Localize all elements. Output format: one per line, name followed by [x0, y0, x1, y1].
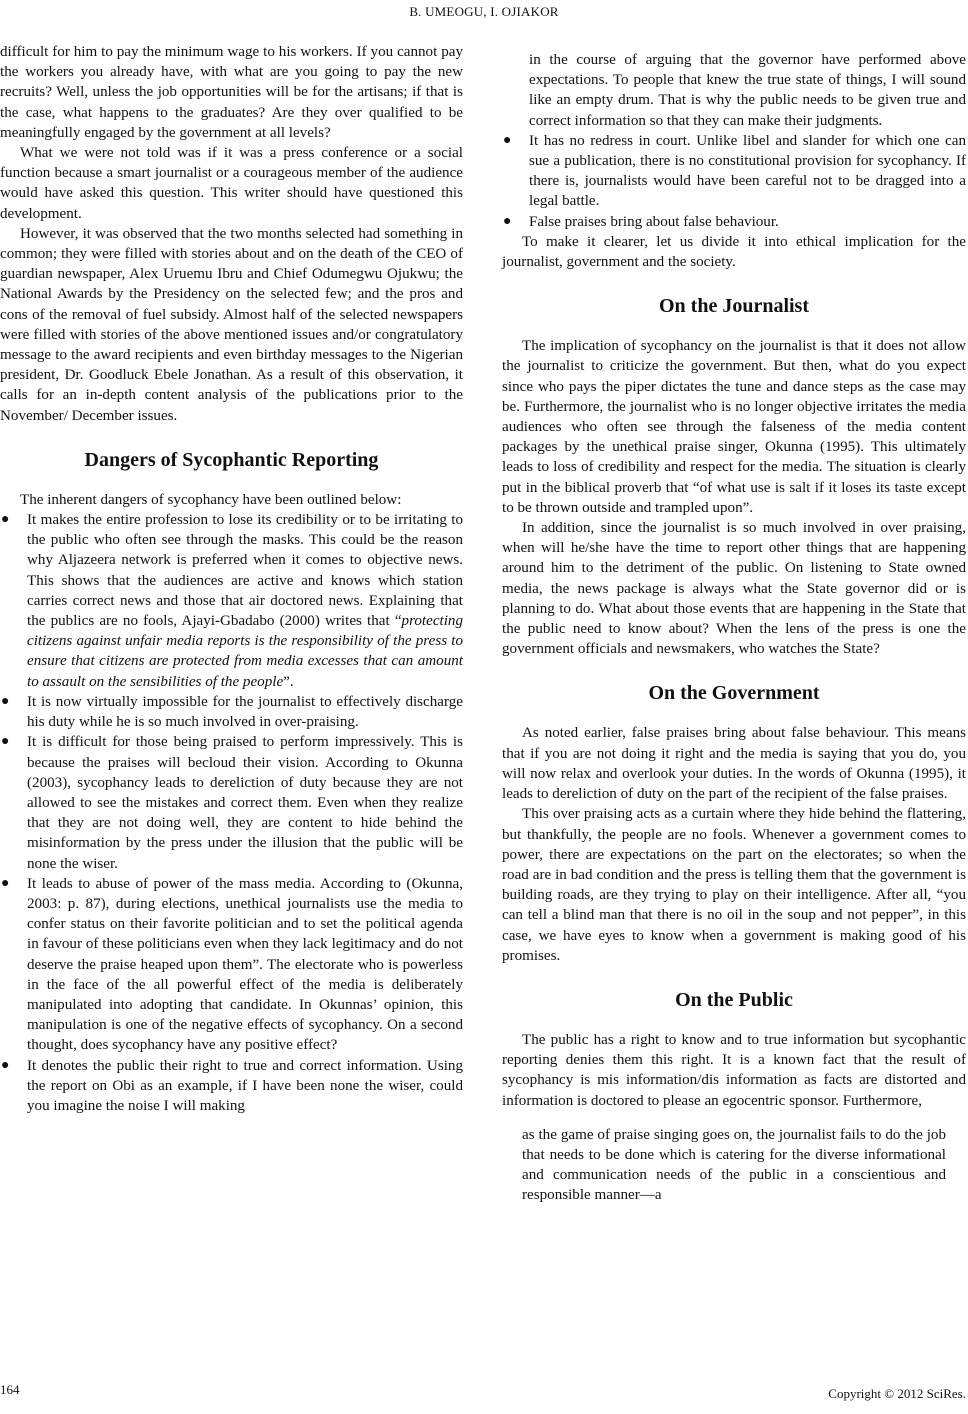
list-item — [0, 732, 463, 873]
list-item — [502, 131, 966, 212]
list-item-text: in the course of arguing that the governor have performed above expectations. To people that knew the true state of things, I will sound like an empty drum. That is why the public needs to be given true and correct information so that they can make their judgments. — [529, 52, 966, 129]
paragraph: In addition, since the journalist is so much involved in over praising, when will he/she have the time to report other things that are happening around him to the detriment of the public. On listening to State owned media, the news package is always what the State governor did or is planning to do. What about those events that are happening in the State that the public need to know about? When the lens of the press is one the government officials and newsmakers, who watches the State? — [502, 520, 966, 658]
bullet-icon: ● — [503, 132, 512, 148]
list-item — [502, 50, 966, 131]
section-heading-government: On the Government — [648, 682, 820, 705]
paragraph: The inherent dangers of sycophancy have been outlined below: — [20, 491, 402, 508]
list-item-text: It denotes the public their right to true and correct information. Using the report on Obi as an example, if I have been none the wiser, could you imagine the noise I will making — [27, 1057, 463, 1114]
bullet-icon: ● — [1, 875, 10, 891]
page-number: 164 — [0, 1382, 20, 1397]
paragraph: What we were not told was if it was a press conference or a social function because a smart journalist or a courageous member of the audience would have asked this question. This writer should have questioned this development. — [0, 145, 463, 222]
list-item-text: It leads to abuse of power of the mass media. According to (Okunna, 2003: p. 87), during elections, unethical journalists use the media to confer status on their favorite politician and to set the political agenda in favour of these politicians even when they lack legitimacy and do not deserve the praise heaped upon them”. The electorate who is powerless in the face of the all powerful effect of the media is deliberately manipulated into adopting that candidate. In Okunnas’ opinion, this manipulation is one of the negative effects of sycophancy. On a second thought, does sycophancy have any positive effect? — [27, 875, 463, 1054]
running-head: B. UMEOGU, I. OJIAKOR — [409, 4, 559, 19]
dangers-list — [0, 510, 463, 1116]
list-item — [0, 874, 463, 1056]
list-item-text: False praises bring about false behaviour. — [529, 213, 779, 230]
block-quote: as the game of praise singing goes on, the journalist fails to do the job that needs to be done which is catering for the diverse informational and communication needs of the public in a conscientious and responsible manner—a — [522, 1126, 946, 1204]
list-item — [0, 510, 463, 692]
bullet-icon: ● — [1, 1057, 10, 1073]
paragraph: The implication of sycophancy on the journalist is that it does not allow the journalist to criticize the government. But then, what do you expect since who pays the piper dictates the tune and dance steps as the case may be. Furthermore, the journalist who is no longer objective irritates the media audiences who often see through the falseness of the media content packages by the unethical praise singer, Okunna (1995). This ultimately leads to loss of credibility and respect for the media. The situation is clearly put in the biblical proverb that “of what use is salt if it loses its taste except to be thrown outside and trampled upon”. — [502, 338, 966, 516]
section-heading-public: On the Public — [675, 988, 793, 1011]
list-item — [0, 1056, 463, 1117]
list-item-text: It makes the entire profession to lose its credibility or to be irritating to the public who often see through the masks. This could be the reason why Aljazeera network is preferred when it comes to objective news. This shows that the audiences are active and knows which station carries correct news and those that air doctored news. Explaining that the publics are no fools, Ajayi-Gbadabo (2000) writes that “ — [27, 512, 463, 630]
list-item-text: It is now virtually impossible for the journalist to effectively discharge his duty while he is so much involved in over-praising. — [27, 693, 463, 731]
bullet-icon: ● — [1, 512, 10, 528]
section-heading-journalist: On the Journalist — [658, 295, 810, 318]
list-item — [502, 212, 966, 232]
list-item — [0, 692, 463, 732]
list-item-text: ”. — [283, 673, 294, 690]
paragraph: As noted earlier, false praises bring about false behaviour. This means that if you are not doing it right and the media is saying that you do, you will now relax and overlook your duties. In the words of Okunna (1995), it leads to dereliction of duty on the part of the recipient of the false praises. — [502, 725, 966, 803]
copyright-notice: Copyright © 2012 SciRes. — [828, 1386, 966, 1401]
bullet-icon: ● — [503, 213, 512, 229]
dangers-list-continued — [502, 50, 966, 232]
bullet-icon: ● — [1, 693, 10, 709]
italic-quote: protecting citizens against unfair media reports is the responsibility of the press to ensure that citizens are protected from media excesses that can amount to assault on the sensibilities of the people — [27, 613, 463, 690]
left-column — [0, 42, 463, 1116]
paragraph: The public has a right to know and to true information but sycophantic reporting denies them this right. It is a known fact that the result of sycophancy is mis information/dis information as facts are distorted and information is doctored to please an egocentric sponsor. Furthermore, — [502, 1031, 966, 1109]
paragraph: To make it clearer, let us divide it into ethical implication for the journalist, government and the society. — [502, 233, 966, 271]
list-item-text: It is difficult for those being praised to perform impressively. This is because the praises will becloud their vision. According to Okunna (2003), sycophancy leads to dereliction of duty because they are not allowed to see the mistakes and correct them. Even when they realize that they are not doing well, they are content to hide behind the misinformation by the press under the illusion that the public will be none the wiser. — [27, 734, 463, 872]
right-column — [502, 50, 966, 1206]
list-item-text: It has no redress in court. Unlike libel and slander for which one can sue a publication, there is no constitutional provision for sycophancy. If there is, journalists would have been careful not to be dragged into a legal battle. — [529, 132, 966, 210]
paragraph: This over praising acts as a curtain where they hide behind the flattering, but thankfully, the people are no fools. Whenever a government comes to power, there are expectations on the part on the electorates; so when the road are in bad condition and the press is telling them that the government is building roads, are they trying to play on their intelligence. After all, “you can tell a blind man that there is no oil in the soup and not pepper”, in this case, we have eyes to know when a government is making good of his promises. — [502, 806, 966, 964]
section-heading-dangers: Dangers of Sycophantic Reporting — [84, 448, 379, 471]
paragraph: However, it was observed that the two months selected had something in common; they were filled with stories about and on the death of the CEO of guardian newspaper, Alex Uruemu Ibru and Chief Odumegwu Ojukwu; the National Awards by the Presidency on the selected few; and the pros and cons of the removal of fuel subsidy. Almost half of the selected newspapers were filled with stories of the above mentioned issues and/or congratulatory message to the award recipients and even birthday messages to the Nigerian president, Dr. Goodluck Ebele Jonathan. As a result of this observation, it calls for an in-depth content analysis of the publications prior to the November/ December issues. — [0, 225, 463, 424]
bullet-icon: ● — [1, 734, 10, 750]
paragraph: difficult for him to pay the minimum wage to his workers. If you cannot pay the workers you already have, with what are you going to pay the new recruits? Well, unless the job opportunities will be for the artisans; if that is the case, what happens to the graduates? Are they over qualified to be meaningfully engaged by the government at all levels? — [0, 44, 463, 141]
